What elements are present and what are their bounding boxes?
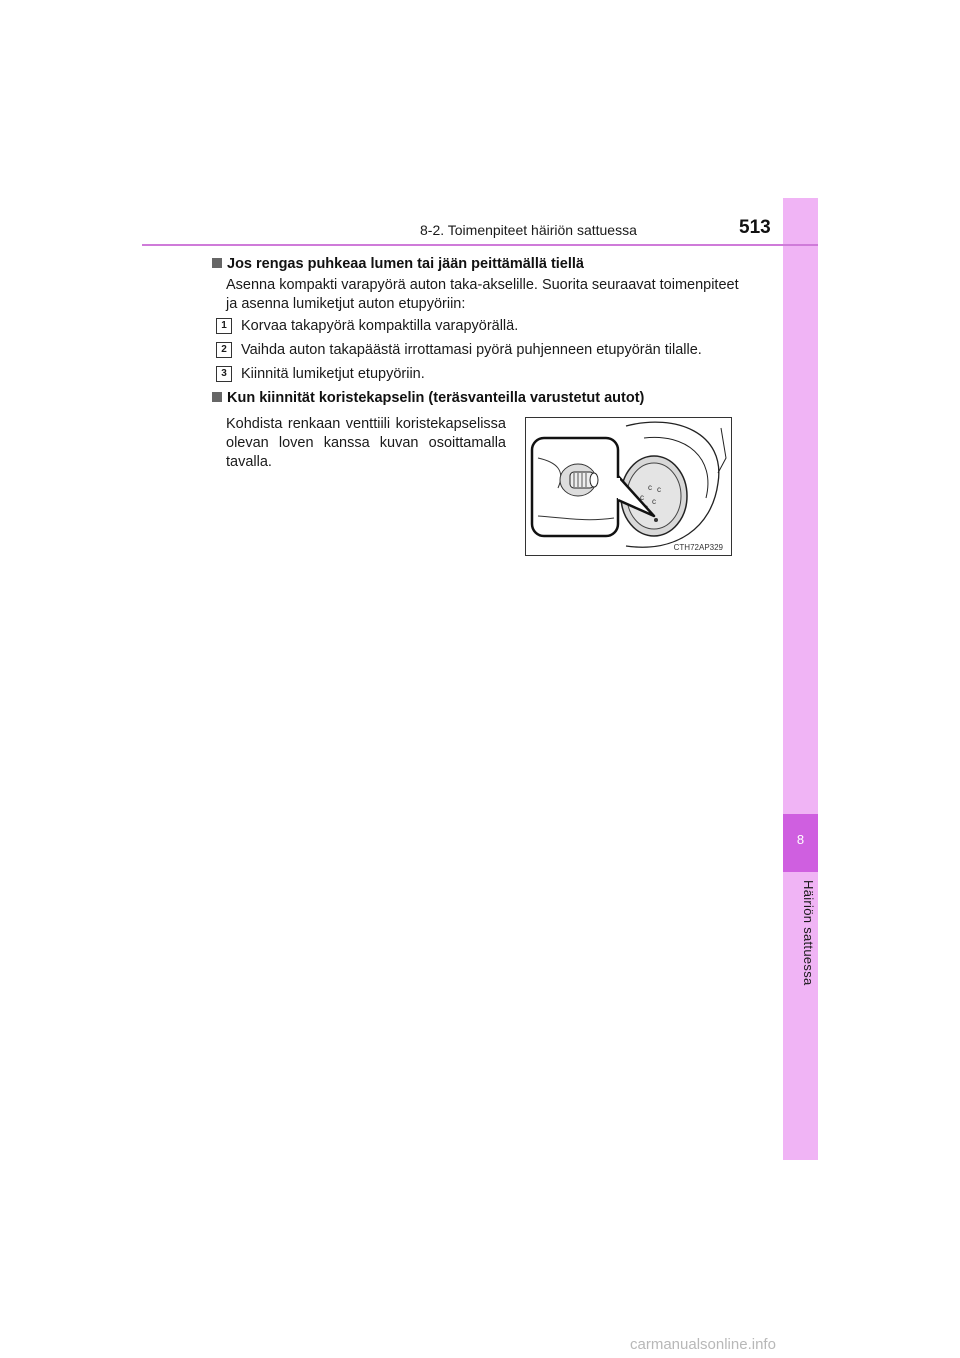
section-header: 8-2. Toimenpiteet häiriön sattuessa (420, 222, 637, 238)
step-number: 3 (216, 366, 232, 382)
figure-code: CTH72AP329 (673, 543, 723, 552)
section2-heading-text: Kun kiinnität koristekapselin (teräsvanteilla varustetut autot) (227, 390, 645, 406)
watermark-text: carmanualsonline.info (630, 1336, 776, 1353)
svg-text:c: c (657, 485, 661, 494)
heading-square-icon (212, 258, 222, 268)
step-text: Korvaa takapyörä kompaktilla varapyörällä. (241, 318, 519, 334)
wheel-cap-drawing (526, 418, 731, 555)
section1-intro-line1: Asenna kompakti varapyörä auton taka-akselille. Suorita seuraavat toimenpiteet (226, 277, 739, 293)
header-rule (142, 244, 818, 246)
chapter-side-tab (783, 198, 818, 1160)
svg-text:c: c (648, 483, 652, 492)
step-item (216, 342, 702, 358)
svg-text:c: c (640, 493, 644, 502)
page-number: 513 (739, 217, 771, 238)
section2-heading (212, 390, 644, 406)
step-item (216, 318, 518, 334)
chapter-title: Häiriön sattuessa (801, 880, 816, 986)
section1-heading-text: Jos rengas puhkeaa lumen tai jään peittämällä tiellä (227, 256, 584, 272)
chapter-number: 8 (796, 832, 805, 847)
step-number: 2 (216, 342, 232, 358)
step-text: Kiinnitä lumiketjut etupyöriin. (241, 366, 425, 382)
wheel-cap-illustration (525, 417, 732, 556)
section1-heading (212, 256, 584, 272)
step-text: Vaihda auton takapäästä irrottamasi pyörä puhjenneen etupyörän tilalle. (241, 342, 702, 358)
step-number: 1 (216, 318, 232, 334)
step-item (216, 366, 425, 382)
svg-text:c: c (652, 497, 656, 506)
section1-intro-line2: ja asenna lumiketjut auton etupyöriin: (226, 296, 466, 312)
section2-text: Kohdista renkaan venttiili koristekapselissa olevan loven kanssa kuvan osoittamalla tavalla. (226, 416, 506, 470)
heading-square-icon (212, 392, 222, 402)
chapter-number-box (783, 814, 818, 872)
